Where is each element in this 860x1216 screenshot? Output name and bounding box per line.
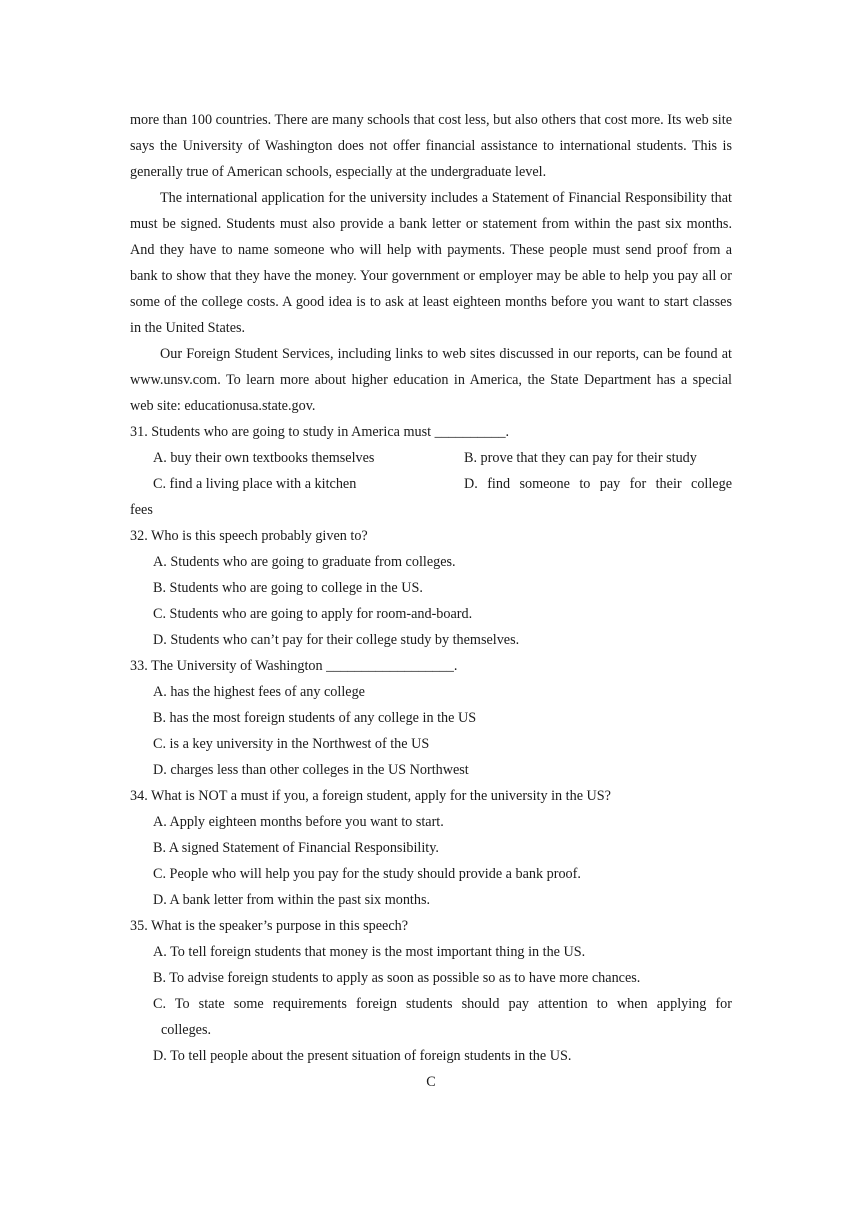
question-34-option-a: A. Apply eighteen months before you want to start. <box>153 814 444 830</box>
question-33-option-d: D. charges less than other colleges in the US Northwest <box>153 762 469 778</box>
question-33-option-c: C. is a key university in the Northwest of the US <box>153 736 430 752</box>
question-32-option-c: C. Students who are going to apply for room-and-board. <box>153 606 473 622</box>
question-31-option-d: D. find someone to pay for their college <box>464 476 732 492</box>
question-31-option-a: A. buy their own textbooks themselves <box>153 450 375 466</box>
question-35-stem: 35. What is the speaker’s purpose in this speech? <box>130 918 409 934</box>
question-32-option-b: B. Students who are going to college in the US. <box>153 580 423 596</box>
question-35-option-a: A. To tell foreign students that money is the most important thing in the US. <box>153 944 586 960</box>
question-31-row-2 <box>153 471 732 497</box>
question-31-option-b: B. prove that they can pay for their study <box>464 450 697 466</box>
question-34-option-d: D. A bank letter from within the past six months. <box>153 892 431 908</box>
question-33 <box>130 653 732 783</box>
question-35-option-d: D. To tell people about the present situation of foreign students in the US. <box>153 1048 572 1064</box>
question-31-row-1 <box>153 445 732 471</box>
question-35-option-c-wrapper <box>153 991 732 1043</box>
question-31-option-c: C. find a living place with a kitchen <box>153 476 357 492</box>
passage-paragraph-2: The international application for the university includes a Statement of Financial Responsibility that must be signed. Students must also provide a bank letter or statement from within the past six months. And they have to name someone who will help with payments. These people must send proof from a bank to show that they have the money. Your government or employer may be able to help you pay all or some of the college costs. A good idea is to ask at least eighteen months before you want to start classes in the United States. <box>130 190 732 336</box>
question-33-stem: 33. The University of Washington __________________. <box>130 658 458 674</box>
question-31-stem: 31. Students who are going to study in America must __________. <box>130 424 510 440</box>
question-33-option-a: A. has the highest fees of any college <box>153 684 365 700</box>
question-32 <box>130 523 732 653</box>
question-32-option-d: D. Students who can’t pay for their college study by themselves. <box>153 632 520 648</box>
question-32-stem: 32. Who is this speech probably given to? <box>130 528 368 544</box>
section-label: C <box>426 1074 436 1090</box>
document-page <box>130 107 732 1095</box>
passage-paragraph-3: Our Foreign Student Services, including links to web sites discussed in our reports, can be found at www.unsv.com. To learn more about higher education in America, the State Department has a special web site: educationusa.state.gov. <box>130 346 732 414</box>
question-31 <box>130 419 732 523</box>
question-31-option-d-continuation: fees <box>130 502 153 518</box>
question-32-option-a: A. Students who are going to graduate from colleges. <box>153 554 456 570</box>
passage-paragraph-1: more than 100 countries. There are many schools that cost less, but also others that cost more. Its web site says the University of Washington does not offer financial assistance to international students. This is generally true of American schools, especially at the undergraduate level. <box>130 112 732 180</box>
question-34 <box>130 783 732 913</box>
question-33-option-b: B. has the most foreign students of any college in the US <box>153 710 477 726</box>
question-34-option-b: B. A signed Statement of Financial Responsibility. <box>153 840 439 856</box>
question-34-option-c: C. People who will help you pay for the study should provide a bank proof. <box>153 866 581 882</box>
question-35 <box>130 913 732 1069</box>
question-35-option-c: C. To state some requirements foreign students should pay attention to when applying for <box>153 996 732 1012</box>
question-34-stem: 34. What is NOT a must if you, a foreign student, apply for the university in the US? <box>130 788 611 804</box>
question-35-option-b: B. To advise foreign students to apply as soon as possible so as to have more chances. <box>153 970 641 986</box>
question-35-option-c-continuation: colleges. <box>161 1022 212 1038</box>
